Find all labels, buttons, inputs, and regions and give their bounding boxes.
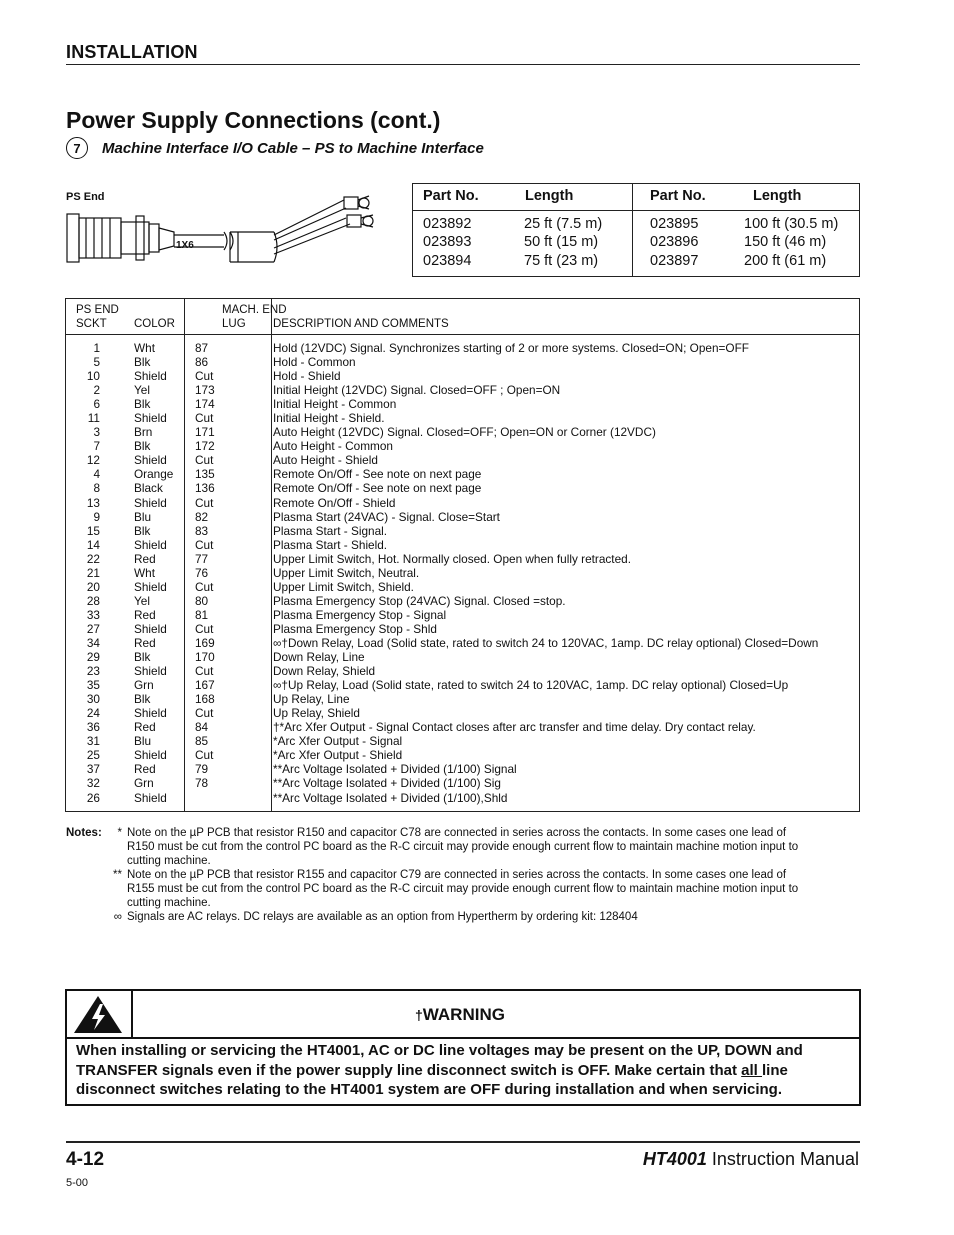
color-cell: Wht [134, 341, 155, 355]
socket-cell: 34 [86, 635, 100, 650]
description-cell: *Arc Xfer Output - Shield [273, 748, 403, 763]
socket-cell: 9 [93, 509, 100, 524]
description-cell: †*Arc Xfer Output - Signal Contact closes after arc transfer and time delay. Dry contact relay. [273, 720, 756, 735]
socket-cell: 13 [86, 495, 100, 510]
socket-cell: 23 [86, 664, 100, 679]
table-row [66, 510, 859, 524]
lug-cell: 83 [195, 523, 209, 538]
socket-cell: 35 [86, 678, 100, 693]
table-row [66, 341, 859, 355]
lug-cell: 167 [195, 678, 215, 693]
connector-body [79, 218, 121, 258]
table-row [66, 664, 859, 678]
color-cell: Orange [134, 467, 174, 482]
lug-cell: 173 [195, 383, 215, 398]
color-cell: Wht [134, 565, 155, 580]
lug-cell: 87 [195, 341, 209, 355]
wiring-table [65, 298, 860, 812]
socket-cell: 27 [86, 621, 100, 636]
socket-cell: 32 [86, 776, 100, 791]
description-cell: Upper Limit Switch, Shield. [273, 579, 414, 594]
socket-cell: 26 [86, 790, 100, 805]
note-mark: ** [113, 869, 122, 881]
description-cell: Initial Height (12VDC) Signal. Closed=OFF ; Open=ON [273, 383, 561, 398]
table-row [66, 791, 859, 805]
table-row [66, 650, 859, 664]
note-line: cutting machine. [127, 897, 211, 909]
table-row [66, 481, 859, 495]
lug-cell: 86 [195, 355, 209, 370]
socket-cell: 36 [86, 720, 100, 735]
header-ps-end-line1: PS END [76, 304, 119, 316]
socket-cell: 28 [86, 593, 100, 608]
socket-cell: 29 [86, 650, 100, 665]
description-cell: Remote On/Off - Shield [273, 495, 396, 510]
table-row [66, 622, 859, 636]
lug-cell: 80 [195, 593, 209, 608]
lug-cell: 85 [195, 734, 209, 749]
color-cell: Blk [134, 355, 151, 370]
table-row [66, 762, 859, 776]
header-sckt-line2: SCKT [76, 318, 107, 330]
socket-cell: 33 [86, 607, 100, 622]
lug-cell: Cut [195, 621, 214, 636]
part-length: 50 ft (15 m) [524, 234, 599, 250]
lug-cell: 77 [195, 551, 209, 566]
color-cell: Shield [134, 664, 167, 679]
socket-cell: 12 [86, 453, 100, 468]
warning-title [415, 1005, 505, 1025]
table-row [66, 776, 859, 790]
socket-cell: 8 [93, 481, 100, 496]
socket-cell: 31 [86, 734, 100, 749]
note-mark: ∞ [113, 911, 122, 923]
color-cell: Red [134, 635, 156, 650]
table-row [66, 411, 859, 425]
socket-cell: 11 [87, 411, 100, 426]
lug-cell: 170 [195, 650, 215, 665]
parts-header-part-2: Part No. [650, 188, 706, 204]
socket-cell: 15 [86, 523, 100, 538]
table-row [66, 425, 859, 439]
description-cell: *Arc Xfer Output - Signal [273, 734, 403, 749]
note-line: Note on the µP PCB that resistor R150 and capacitor C78 are connected in series across the contacts. In some cases one lead of [127, 827, 787, 839]
description-cell: Up Relay, Shield [273, 706, 360, 721]
warning-dagger: † [415, 1007, 423, 1023]
warning-box [65, 989, 861, 1106]
color-cell: Red [134, 762, 156, 777]
description-cell: **Arc Voltage Isolated + Divided (1/100) Signal [273, 762, 517, 777]
color-cell: Shield [134, 453, 167, 468]
manual-title [643, 1149, 859, 1170]
socket-cell: 2 [93, 383, 100, 398]
description-cell: Plasma Start (24VAC) - Signal. Close=Start [273, 509, 500, 524]
color-cell: Shield [134, 579, 167, 594]
lug-cell: Cut [195, 537, 214, 552]
model-name: HT4001 [642, 1149, 707, 1169]
notes-label: Notes: [66, 827, 102, 839]
description-cell: Hold - Shield [273, 369, 341, 384]
lug-cell: 79 [195, 762, 209, 777]
manual-name: Instruction Manual [706, 1149, 859, 1169]
table-row [66, 397, 859, 411]
table-row [66, 383, 859, 397]
note-line: Note on the µP PCB that resistor R155 and capacitor C79 are connected in series across the contacts. In some cases one lead of [127, 869, 787, 881]
description-cell: Auto Height (12VDC) Signal. Closed=OFF; Open=ON or Corner (12VDC) [273, 425, 656, 440]
lug-cell: 82 [195, 509, 209, 524]
description-cell: Up Relay, Line [273, 692, 350, 707]
table-row [66, 692, 859, 706]
color-cell: Shield [134, 706, 167, 721]
description-cell: Remote On/Off - See note on next page [273, 467, 482, 482]
color-cell: Red [134, 720, 156, 735]
color-cell: Black [134, 481, 163, 496]
note-line: Signals are AC relays. DC relays are available as an option from Hypertherm by ordering kit: 128404 [127, 911, 638, 923]
table-row [66, 580, 859, 594]
header-lug-line2: LUG [222, 318, 246, 330]
socket-cell: 3 [93, 425, 100, 440]
wiring-rows [66, 341, 859, 805]
socket-cell: 21 [86, 565, 100, 580]
underlined-all: all [741, 1061, 763, 1079]
color-cell: Blk [134, 397, 151, 412]
table-row [66, 369, 859, 383]
lug-cell: 136 [195, 481, 215, 496]
table-row [66, 524, 859, 538]
cable-diagram [64, 178, 404, 273]
part-number: 023896 [650, 234, 699, 250]
color-cell: Blk [134, 439, 151, 454]
header-ps-end [76, 303, 119, 331]
table-row [66, 594, 859, 608]
part-length: 100 ft (30.5 m) [744, 216, 839, 232]
step-heading [66, 137, 484, 159]
table-row [66, 496, 859, 510]
connector-shell [67, 214, 79, 262]
color-cell: Blu [134, 509, 152, 524]
description-cell: Plasma Emergency Stop (24VAC) Signal. Closed =stop. [273, 593, 566, 608]
color-cell: Shield [134, 537, 167, 552]
color-cell: Blk [134, 523, 151, 538]
note-line: R155 must be cut from the control PC board as the R-C circuit may provide enough current flow to maintain machine motion input to [127, 883, 799, 895]
table-row [66, 566, 859, 580]
socket-cell: 10 [86, 369, 100, 384]
parts-table [412, 183, 860, 277]
table-row [66, 706, 859, 720]
lug-cell: 171 [195, 425, 215, 440]
description-cell: ∞†Down Relay, Load (Solid state, rated to switch 24 to 120VAC, 1amp. DC relay optional) Closed=Down [273, 635, 819, 650]
header-description: DESCRIPTION AND COMMENTS [273, 318, 449, 330]
page-number: 4-12 [66, 1149, 105, 1170]
part-number: 023894 [423, 253, 472, 269]
note-line: R150 must be cut from the control PC board as the R-C circuit may provide enough current flow to maintain machine motion input to [127, 841, 799, 853]
description-cell: **Arc Voltage Isolated + Divided (1/100) Sig [273, 776, 501, 791]
revision-date: 5-00 [66, 1177, 89, 1189]
header-mach-end-line1: MACH. END [222, 304, 287, 316]
warning-line: disconnect switches relating to the HT4001 system are OFF during installation and when servicing. [76, 1081, 783, 1098]
parts-header-length-2: Length [753, 188, 802, 204]
part-length: 25 ft (7.5 m) [524, 216, 603, 232]
description-cell: Plasma Emergency Stop - Shld [273, 621, 437, 636]
table-row [66, 636, 859, 650]
description-cell: Hold - Common [273, 355, 356, 370]
table-row [66, 355, 859, 369]
table-row [66, 720, 859, 734]
description-cell: Upper Limit Switch, Neutral. [273, 565, 420, 580]
description-cell: Down Relay, Shield [273, 664, 376, 679]
color-cell: Brn [134, 425, 153, 440]
description-cell: Plasma Start - Signal. [273, 523, 388, 538]
note-mark: * [117, 827, 122, 839]
lug-cell: Cut [195, 706, 214, 721]
lug-cell: 135 [195, 467, 215, 482]
description-cell: Plasma Start - Shield. [273, 537, 388, 552]
ps-end-label: PS End [66, 191, 105, 203]
color-cell: Shield [134, 369, 167, 384]
color-cell: Shield [134, 411, 167, 426]
footer-rule [66, 1141, 860, 1143]
socket-cell: 14 [86, 537, 100, 552]
part-length: 75 ft (23 m) [524, 253, 599, 269]
part-length: 150 ft (46 m) [744, 234, 827, 250]
color-cell: Blk [134, 692, 151, 707]
table-row [66, 678, 859, 692]
table-row [66, 552, 859, 566]
warning-text [76, 1041, 846, 1100]
lug-cell: Cut [195, 748, 214, 763]
lug-cell: 174 [195, 397, 215, 412]
lug-cell: 168 [195, 692, 215, 707]
lug-cell: Cut [195, 664, 214, 679]
lug-cell: Cut [195, 453, 214, 468]
part-number: 023897 [650, 253, 699, 269]
socket-cell: 7 [93, 439, 100, 454]
color-cell: Blk [134, 650, 151, 665]
page-title: Power Supply Connections (cont.) [66, 107, 441, 133]
color-cell: Shield [134, 621, 167, 636]
description-cell: **Arc Voltage Isolated + Divided (1/100),Shld [273, 790, 508, 805]
description-cell: ∞†Up Relay, Load (Solid state, rated to switch 24 to 120VAC, 1amp. DC relay optional) Closed=Up [273, 678, 789, 693]
color-cell: Blu [134, 734, 152, 749]
part-number: 023895 [650, 216, 699, 232]
step-title: Machine Interface I/O Cable – PS to Machine Interface [102, 139, 484, 157]
table-row [66, 439, 859, 453]
warning-line: TRANSFER signals even if the power supply line disconnect switch is OFF. Make certain that all line [76, 1061, 788, 1079]
part-length: 200 ft (61 m) [744, 253, 827, 269]
part-number: 023892 [423, 216, 472, 232]
description-cell: Auto Height - Shield [273, 453, 378, 468]
color-cell: Yel [134, 593, 150, 608]
socket-cell: 24 [86, 706, 100, 721]
socket-cell: 25 [86, 748, 100, 763]
section-header: INSTALLATION [66, 42, 198, 62]
warning-line: When installing or servicing the HT4001, AC or DC line voltages may be present on the UP, DOWN and [76, 1042, 803, 1059]
description-cell: Remote On/Off - See note on next page [273, 481, 482, 496]
color-cell: Shield [134, 495, 167, 510]
parts-header-part: Part No. [423, 188, 479, 204]
socket-cell: 37 [86, 762, 100, 777]
color-cell: Red [134, 607, 156, 622]
part-number: 023893 [423, 234, 472, 250]
lug-cell: 172 [195, 439, 215, 454]
description-cell: Plasma Emergency Stop - Signal [273, 607, 447, 622]
socket-cell: 1 [93, 341, 100, 355]
parts-header-length: Length [525, 188, 574, 204]
warning-title-text: WARNING [422, 1005, 505, 1024]
color-cell: Shield [134, 790, 167, 805]
header-color: COLOR [134, 318, 175, 330]
color-cell: Yel [134, 383, 150, 398]
description-cell: Auto Height - Common [273, 439, 393, 454]
note-line: cutting machine. [127, 855, 211, 867]
socket-cell: 4 [93, 467, 100, 482]
table-row [66, 453, 859, 467]
socket-cell: 20 [86, 579, 100, 594]
header-rule [66, 64, 860, 65]
description-cell: Initial Height - Shield. [273, 411, 385, 426]
step-number-badge: 7 [66, 137, 88, 159]
lug-cell: 84 [195, 720, 209, 735]
socket-cell: 6 [93, 397, 100, 412]
color-cell: Grn [134, 678, 154, 693]
table-row [66, 608, 859, 622]
electrical-hazard-icon [67, 991, 129, 1037]
lug-cell: 76 [195, 565, 209, 580]
table-row [66, 467, 859, 481]
color-cell: Grn [134, 776, 154, 791]
lug-cell: 169 [195, 635, 215, 650]
socket-cell: 22 [86, 551, 100, 566]
lug-cell: Cut [195, 579, 214, 594]
color-cell: Shield [134, 748, 167, 763]
connector-label: 1X6 [176, 240, 194, 251]
table-row [66, 734, 859, 748]
description-cell: Initial Height - Common [273, 397, 397, 412]
lug-cell: Cut [195, 411, 214, 426]
table-row [66, 748, 859, 762]
table-row [66, 538, 859, 552]
socket-cell: 5 [93, 355, 100, 370]
lug-cell: 78 [195, 776, 209, 791]
lug-cell: Cut [195, 369, 214, 384]
description-cell: Hold (12VDC) Signal. Synchronizes starting of 2 or more systems. Closed=ON; Open=OFF [273, 341, 749, 355]
description-cell: Down Relay, Line [273, 650, 365, 665]
lug-cell: Cut [195, 495, 214, 510]
description-cell: Upper Limit Switch, Hot. Normally closed. Open when fully retracted. [273, 551, 631, 566]
color-cell: Red [134, 551, 156, 566]
lug-cell: 81 [195, 607, 209, 622]
socket-cell: 30 [86, 692, 100, 707]
